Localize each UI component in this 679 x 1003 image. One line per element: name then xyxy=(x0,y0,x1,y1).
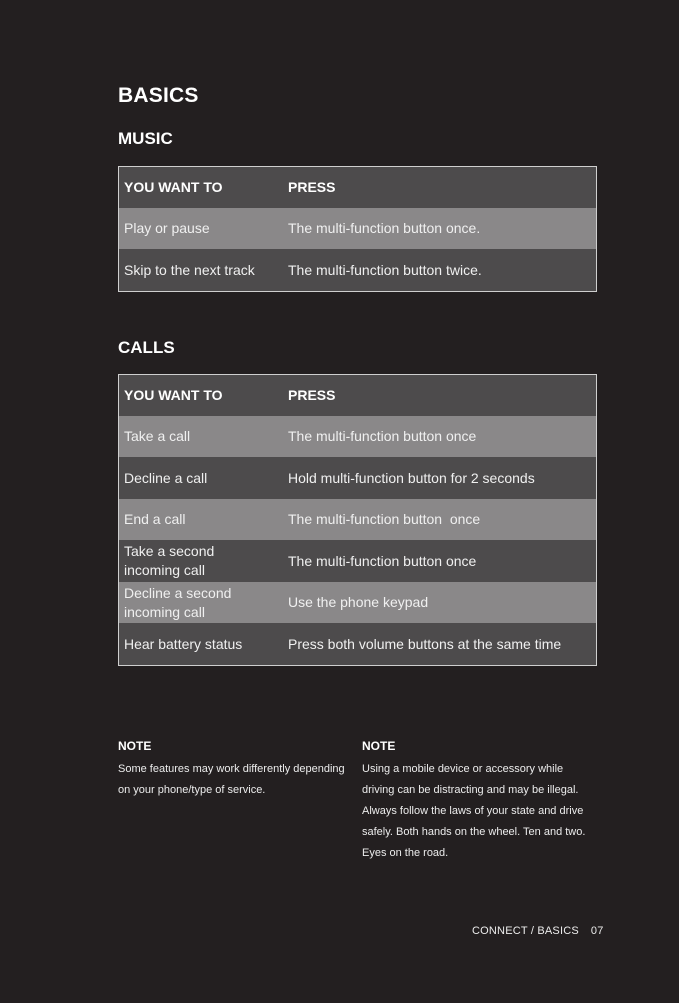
note-line: driving can be distracting and may be illegal. xyxy=(362,784,579,796)
note-line: safely. Both hands on the wheel. Ten and two. xyxy=(362,826,586,838)
note-features xyxy=(118,736,358,801)
table-row xyxy=(119,623,597,666)
column-header-press: PRESS xyxy=(283,167,597,209)
press-cell: Use the phone keypad xyxy=(283,582,597,623)
column-header-press: PRESS xyxy=(283,375,597,417)
note-line: Eyes on the road. xyxy=(362,847,449,859)
action-cell: Take a call xyxy=(119,416,284,457)
press-cell: Hold multi-function button for 2 seconds xyxy=(283,457,597,499)
table-row xyxy=(119,249,597,292)
table-header-row xyxy=(119,167,597,209)
press-cell: The multi-function button twice. xyxy=(283,249,597,292)
table-row xyxy=(119,582,597,623)
note-line: Using a mobile device or accessory while xyxy=(362,763,564,775)
note-line: Always follow the laws of your state and drive xyxy=(362,805,584,817)
page-title: BASICS xyxy=(118,84,199,107)
press-cell: The multi-function button once. xyxy=(283,208,597,249)
music-table xyxy=(118,166,597,292)
action-cell: Take a second incoming call xyxy=(119,540,284,582)
note-label: NOTE xyxy=(362,739,396,753)
press-cell: The multi-function button once xyxy=(283,540,597,582)
note-label: NOTE xyxy=(118,739,152,753)
note-line: on your phone/type of service. xyxy=(118,784,266,796)
action-cell: Decline a second incoming call xyxy=(119,582,284,623)
table-row xyxy=(119,457,597,499)
page-footer xyxy=(472,925,604,937)
note-safety xyxy=(362,736,597,864)
press-cell: The multi-function button once xyxy=(283,416,597,457)
action-cell: Play or pause xyxy=(119,208,284,249)
column-header-want: YOU WANT TO xyxy=(119,167,284,209)
table-row xyxy=(119,499,597,540)
footer-section: CONNECT / BASICS xyxy=(472,925,579,937)
action-cell: End a call xyxy=(119,499,284,540)
press-cell: Press both volume buttons at the same time xyxy=(283,623,597,666)
calls-table xyxy=(118,374,597,666)
table-header-row xyxy=(119,375,597,417)
table-row xyxy=(119,208,597,249)
page-number: 07 xyxy=(590,925,604,937)
action-cell: Decline a call xyxy=(119,457,284,499)
note-line: Some features may work differently depending xyxy=(118,763,345,775)
music-heading: MUSIC xyxy=(118,129,173,148)
action-cell: Hear battery status xyxy=(119,623,284,666)
table-row xyxy=(119,540,597,582)
action-cell: Skip to the next track xyxy=(119,249,284,292)
table-row xyxy=(119,416,597,457)
press-cell: The multi-function button once xyxy=(283,499,597,540)
calls-heading: CALLS xyxy=(118,338,175,357)
column-header-want: YOU WANT TO xyxy=(119,375,284,417)
